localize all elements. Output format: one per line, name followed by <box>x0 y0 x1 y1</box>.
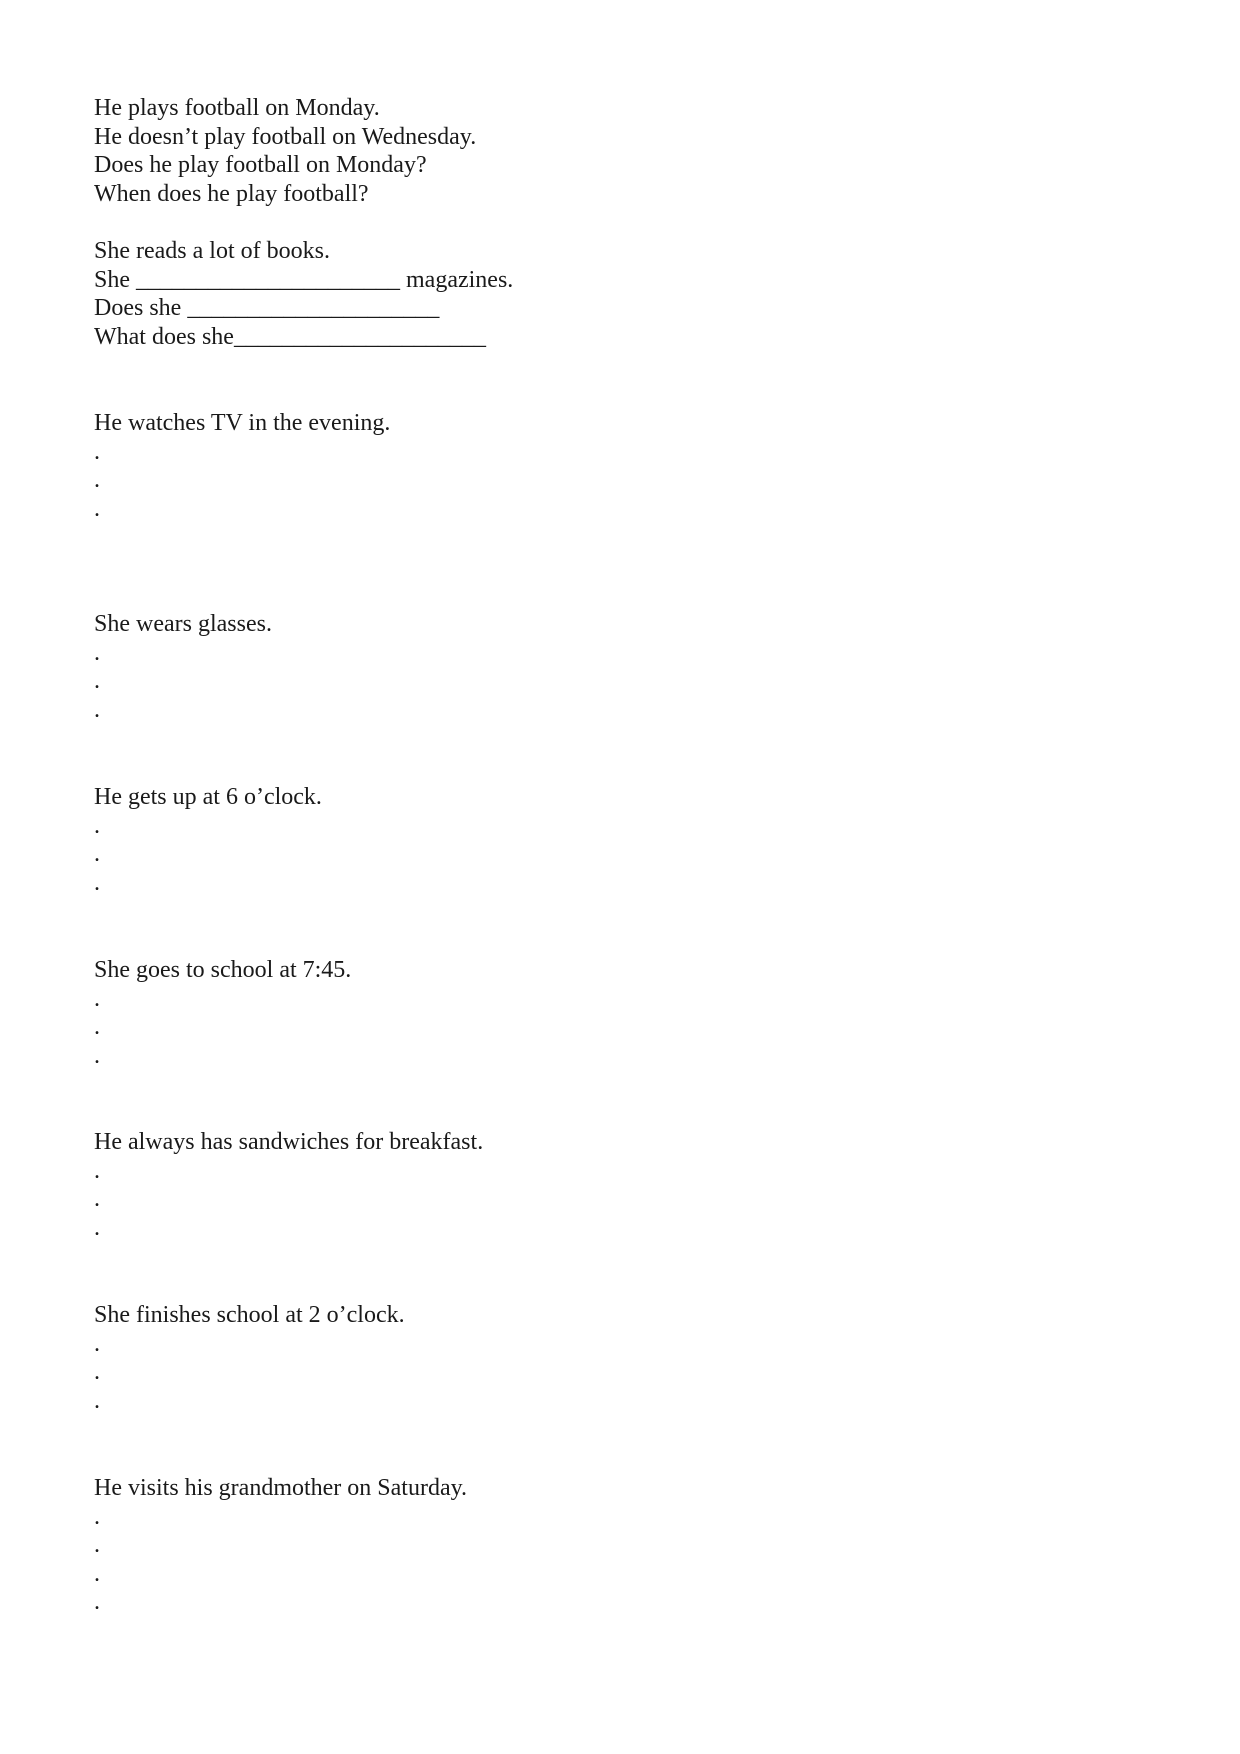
example-negative: He doesn’t play football on Wednesday. <box>94 124 477 150</box>
answer-blank: . <box>94 813 100 839</box>
fill-in-negative: She ______________________ magazines. <box>94 267 514 293</box>
example-question: Does he play football on Monday? <box>94 152 427 178</box>
answer-blank: . <box>94 1186 100 1212</box>
exercise-prompt: He gets up at 6 o’clock. <box>94 784 322 810</box>
exercise-prompt: He watches TV in the evening. <box>94 410 391 436</box>
answer-blank: . <box>94 1215 100 1241</box>
answer-blank: . <box>94 1014 100 1040</box>
fill-in-sentence: She reads a lot of books. <box>94 238 330 264</box>
example-wh-question: When does he play football? <box>94 181 369 207</box>
exercise-prompt: She goes to school at 7:45. <box>94 957 352 983</box>
answer-blank: . <box>94 439 100 465</box>
answer-blank: . <box>94 467 100 493</box>
answer-blank: . <box>94 1359 100 1385</box>
answer-blank: . <box>94 697 100 723</box>
exercise-prompt: She finishes school at 2 o’clock. <box>94 1302 405 1328</box>
answer-blank: . <box>94 1331 100 1357</box>
fill-in-wh-question: What does she_____________________ <box>94 324 486 350</box>
answer-blank: . <box>94 1589 100 1615</box>
answer-blank: . <box>94 640 100 666</box>
answer-blank: . <box>94 870 100 896</box>
exercise-prompt: He always has sandwiches for breakfast. <box>94 1129 484 1155</box>
answer-blank: . <box>94 1561 100 1587</box>
exercise-prompt: He visits his grandmother on Saturday. <box>94 1475 468 1501</box>
example-sentence: He plays football on Monday. <box>94 95 380 121</box>
answer-blank: . <box>94 668 100 694</box>
answer-blank: . <box>94 1532 100 1558</box>
answer-blank: . <box>94 841 100 867</box>
answer-blank: . <box>94 496 100 522</box>
exercise-prompt: She wears glasses. <box>94 611 272 637</box>
fill-in-question: Does she _____________________ <box>94 295 440 321</box>
answer-blank: . <box>94 1043 100 1069</box>
answer-blank: . <box>94 1504 100 1530</box>
answer-blank: . <box>94 986 100 1012</box>
answer-blank: . <box>94 1158 100 1184</box>
answer-blank: . <box>94 1388 100 1414</box>
